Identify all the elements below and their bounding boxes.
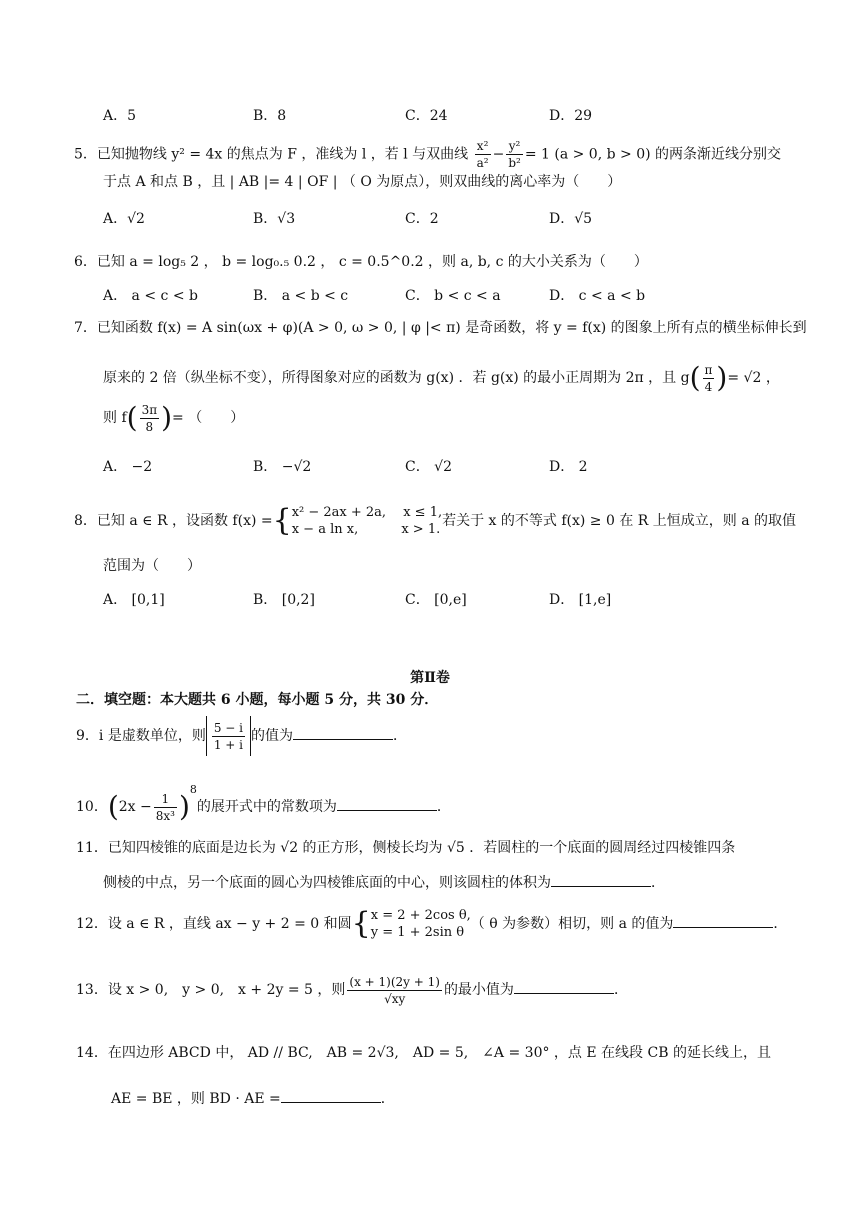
question-8-line-1: 8．已知 a ∈ R ，设函数 f(x) ={ x² − 2ax + 2a, x ≤ 1, x − a ln x, x > 1. 若关于 x 的不等式 f(x) ≥ 0 在 R 上恒成立，则 a 的取值: [74, 503, 797, 538]
fraction: $\frac{\text{y²}}{\text{b²}}$: [508, 139, 521, 170]
fraction: $\frac{\text{x²}}{\text{a²}}$: [476, 139, 489, 170]
question-text: 的最小值为: [443, 982, 514, 998]
question-5-line-1: 5．已知抛物线 y² = 4x 的焦点为 F ，准线为 l ，若 l 与双曲线 $\frac{\text{x²}}{\text{a²}}$ − $\frac{\text{y²}}{\text{b²}}$ = 1 (a > 0, b > 0) 的两条渐近线分别交: [74, 139, 782, 170]
question-text: 设 a ∈ R ，直线 ax − y + 2 = 0 和圆: [107, 916, 352, 932]
question-text: 侧棱的中点，另一个底面的圆心为四棱锥底面的中心，则该圆柱的体积为: [103, 875, 551, 891]
question-number: 13．: [76, 982, 108, 998]
piecewise-definition: x² − 2ax + 2a, x ≤ 1, x − a ln x, x > 1.: [291, 505, 443, 537]
question-11-line-2: 侧棱的中点，另一个底面的圆心为四棱锥底面的中心，则该圆柱的体积为 ．: [103, 872, 665, 893]
question-text: i 是虚数单位，则: [98, 728, 206, 744]
q5-option-c: C．2: [405, 211, 439, 227]
q7-option-c: C． √2: [405, 459, 452, 475]
q8-option-b: B． [0,2]: [253, 592, 315, 608]
question-number: 8．: [74, 513, 97, 529]
question-text: 已知抛物线 y² = 4x 的焦点为 F ，准线为 l ，若 l 与双曲线: [96, 146, 469, 163]
question-number: 6．: [74, 254, 97, 270]
q4-option-b: B．8: [253, 108, 287, 124]
question-text: 的值为: [251, 728, 294, 744]
q6-option-c: C． b < c < a: [405, 288, 501, 304]
question-text: 设 x > 0, y > 0, x + 2y = 5 ，则: [107, 982, 346, 998]
question-12: 12．设 a ∈ R ，直线 ax − y + 2 = 0 和圆{ x = 2 + 2cos θ, y = 1 + 2sin θ （ θ 为参数）相切，则 a 的值为 ．: [76, 906, 788, 941]
q4-option-a: A．5: [103, 108, 137, 124]
question-number: 9．: [76, 728, 99, 744]
question-8-line-2: 范围为（ ）: [103, 558, 201, 574]
q6-option-d: D． c < a < b: [549, 288, 646, 304]
answer-blank[interactable]: [551, 872, 651, 887]
question-text: （ θ 为参数）相切，则 a 的值为: [470, 916, 674, 932]
fraction: $\frac{\pi}{4}$: [704, 362, 713, 394]
question-14-line-2: AE = BE ，则 BD · AE = ．: [111, 1088, 395, 1109]
question-text: 的展开式中的常数项为: [196, 799, 337, 815]
q5-option-a: A．√2: [103, 211, 145, 227]
question-11-line-1: [76, 838, 735, 858]
answer-blank[interactable]: [514, 979, 614, 994]
section-heading: 二．填空题：本大题共 6 小题，每小题 5 分，共 30 分．: [76, 692, 439, 708]
answer-blank[interactable]: [293, 725, 393, 740]
question-14-line-1: [76, 1043, 771, 1063]
question-7-line-2: 原来的 2 倍（纵坐标不变），所得图象对应的函数为 g(x) ．若 g(x) 的最小正周期为 2π ，且 g( $\frac{\pi}{4}$ )= √2 ，: [103, 361, 780, 394]
question-7-line-1: [74, 318, 807, 338]
question-text: 已知 a = log₅ 2 ， b = log₀.₅ 0.2 ， c = 0.5^0.2 ，则 a, b, c 的大小关系为（ ）: [96, 254, 648, 270]
q7-option-b: B． −√2: [253, 459, 312, 475]
q6-option-b: B． a < b < c: [253, 288, 349, 304]
question-text: = √2 ，: [727, 370, 780, 386]
absolute-value: $\frac{5 - i}{1 + i}$: [206, 716, 251, 756]
question-text: 原来的 2 倍（纵坐标不变），所得图象对应的函数为 g(x) ．若 g(x) 的最小正周期为 2π ，且 g: [103, 370, 690, 386]
q6-option-a: A． a < c < b: [103, 288, 198, 304]
question-number: 7．: [74, 320, 97, 336]
answer-blank[interactable]: [281, 1088, 381, 1103]
question-5-line-2: 于点 A 和点 B ，且 | AB |= 4 | OF | （ O 为原点），则双曲线的离心率为（ ）: [103, 174, 622, 190]
question-text: 若关于 x 的不等式 f(x) ≥ 0 在 R 上恒成立，则 a 的取值: [442, 513, 797, 529]
answer-blank[interactable]: [337, 796, 437, 811]
fraction: $\frac{1}{\text{8x³}}$: [155, 791, 175, 823]
question-text: 已知 a ∈ R ，设函数 f(x) =: [96, 513, 273, 529]
question-text: 已知四棱锥的底面是边长为 √2 的正方形，侧棱长均为 √5 ．若圆柱的一个底面的圆周经过四棱锥四条: [107, 840, 736, 856]
question-text: 已知函数 f(x) = A sin(ωx + φ)(A > 0, ω > 0, | φ |< π) 是奇函数，将 y = f(x) 的图象上所有点的横坐标伸长到: [96, 320, 807, 336]
q8-option-c: C． [0,e]: [405, 592, 467, 608]
question-number: 12．: [76, 916, 108, 932]
question-text: = 1 (a > 0, b > 0) 的两条渐近线分别交: [524, 146, 782, 163]
question-6: [74, 252, 648, 272]
fraction: $\frac{(x + 1)(2y + 1)}{√xy}$: [349, 974, 440, 1006]
question-text: 在四边形 ABCD 中， AD // BC, AB = 2√3, AD = 5, ∠A = 30° ，点 E 在线段 CB 的延长线上，且: [107, 1045, 771, 1061]
q8-option-d: D． [1,e]: [549, 592, 612, 608]
q7-option-d: D． 2: [549, 459, 588, 475]
question-number: 5．: [74, 146, 97, 163]
question-13: 13．设 x > 0, y > 0, x + 2y = 5 ，则 $\frac{(x + 1)(2y + 1)}{√xy}$ 的最小值为 ．: [76, 974, 628, 1006]
question-text: AE = BE ，则 BD · AE =: [111, 1091, 281, 1107]
part-title: 第Ⅱ卷: [410, 670, 450, 686]
question-number: 14．: [76, 1045, 108, 1061]
question-number: 10．: [76, 799, 108, 815]
answer-blank[interactable]: [673, 913, 773, 928]
question-number: 11．: [76, 840, 108, 856]
fraction: $\frac{3\pi}{8}$: [141, 402, 158, 434]
parametric-circle: x = 2 + 2cos θ, y = 1 + 2sin θ: [370, 908, 471, 940]
q7-option-a: A． −2: [103, 459, 153, 475]
question-7-line-3: 则 f( $\frac{3\pi}{8}$ )= （ ）: [103, 401, 245, 434]
q5-option-b: B．√3: [253, 211, 296, 227]
question-text: 则 f: [103, 410, 127, 426]
question-text: = （ ）: [172, 410, 245, 426]
q4-option-c: C．24: [405, 108, 448, 124]
question-10: 10．(2x − $\frac{1}{\text{8x³}}$ )$^8$的展开式中的常数项为 ．: [76, 783, 451, 823]
q4-option-d: D．29: [549, 108, 593, 124]
question-9: 9．i 是虚数单位，则 $\frac{5 - i}{1 + i}$ 的值为 ．: [76, 716, 407, 756]
q5-option-d: D．√5: [549, 211, 593, 227]
q8-option-a: A． [0,1]: [103, 592, 165, 608]
